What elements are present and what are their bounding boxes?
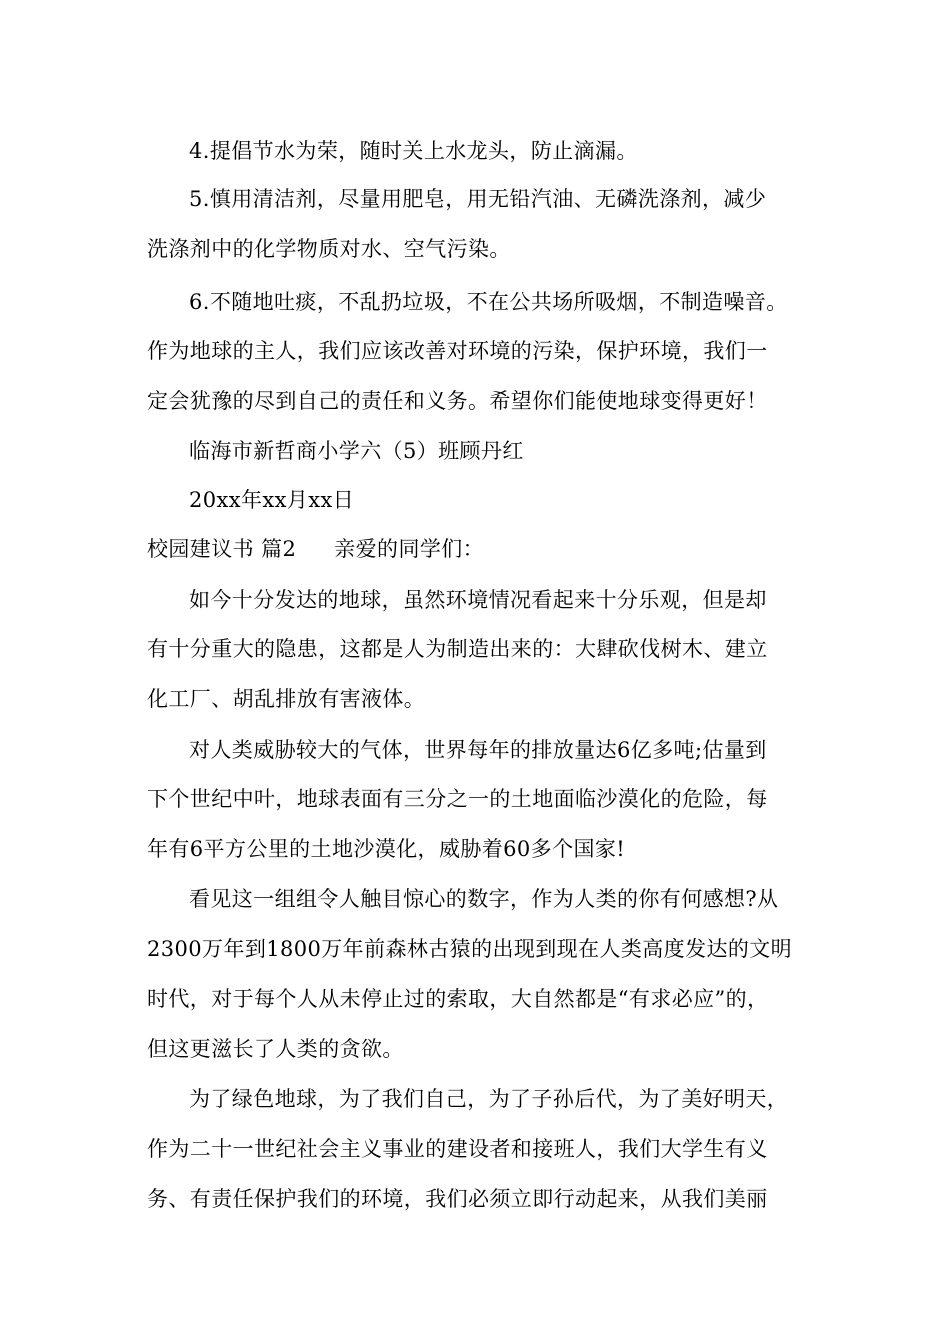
section-title: 校园建议书 篇2 <box>147 537 297 561</box>
text-line: 时代，对于每个人从未停止过的索取，大自然都是“有求必应”的， <box>147 987 769 1011</box>
text-line: 但这更滋长了人类的贪欲。 <box>147 1037 404 1061</box>
signature-line: 临海市新哲商小学六（5）班顾丹红 <box>189 439 524 463</box>
text-line: 4.提倡节水为荣，随时关上水龙头，防止滴漏。 <box>189 139 638 163</box>
text-line: 有十分重大的隐患，这都是人为制造出来的：大肆砍伐树木、建立 <box>147 637 768 661</box>
date-line: 20xx年xx月xx日 <box>189 488 355 512</box>
text-line: 洗涤剂中的化学物质对水、空气污染。 <box>147 237 511 261</box>
text-line: 化工厂、胡乱排放有害液体。 <box>147 687 426 711</box>
text-line: 如今十分发达的地球，虽然环境情况看起来十分乐观，但是却 <box>189 588 767 612</box>
greeting: 亲爱的同学们： <box>334 537 485 561</box>
text-line: 为了绿色地球，为了我们自己，为了子孙后代，为了美好明天， <box>189 1087 789 1111</box>
text-line: 6.不随地吐痰，不乱扔垃圾，不在公共场所吸烟，不制造噪音。 <box>189 290 788 314</box>
text-line: 看见这一组组令人触目惊心的数字，作为人类的你有何感想?从 <box>189 887 779 911</box>
text-line: 务、有责任保护我们的环境，我们必须立即行动起来，从我们美丽 <box>147 1187 768 1211</box>
text-line: 年有6平方公里的土地沙漠化，威胁着60多个国家! <box>147 837 626 861</box>
text-line: 对人类威胁较大的气体，世界每年的排放量达6亿多吨;估量到 <box>189 738 767 762</box>
text-line: 5.慎用清洁剂，尽量用肥皂，用无铅汽油、无磷洗涤剂，减少 <box>189 187 767 211</box>
text-line: 作为二十一世纪社会主义事业的建设者和接班人，我们大学生有义 <box>147 1137 768 1161</box>
section-heading <box>147 534 847 564</box>
text-line: 作为地球的主人，我们应该改善对环境的污染，保护环境，我们一 <box>147 339 768 363</box>
text-line: 下个世纪中叶，地球表面有三分之一的土地面临沙漠化的危险，每 <box>147 787 768 811</box>
text-line: 2300万年到1800万年前森林古猿的出现到现在人类高度发达的文明 <box>147 937 793 961</box>
text-line: 定会犹豫的尽到自己的责任和义务。希望你们能使地球变得更好！ <box>147 389 768 413</box>
